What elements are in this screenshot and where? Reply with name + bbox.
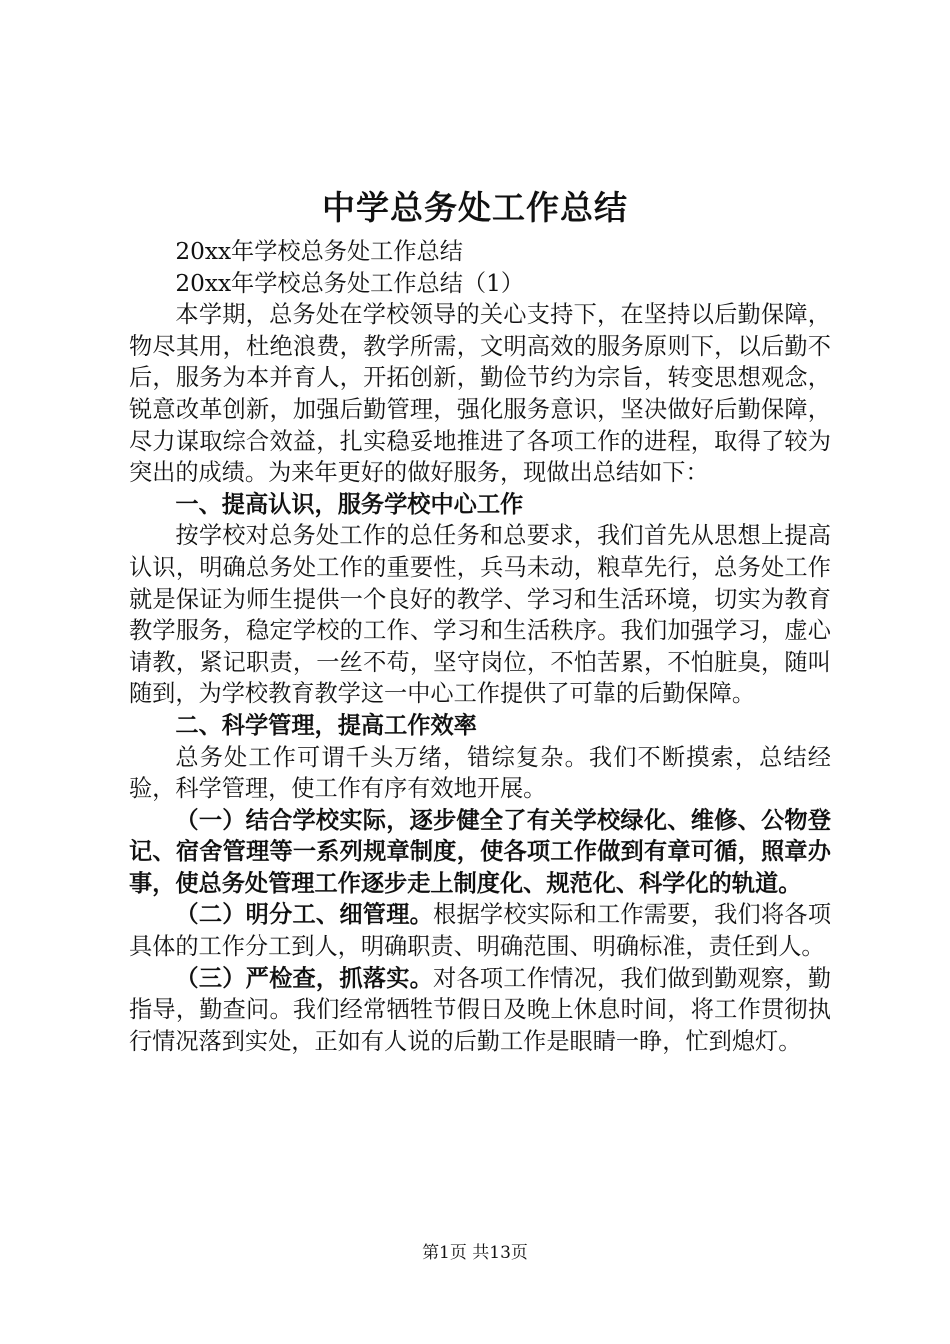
intro-paragraph: 本学期，总务处在学校领导的关心支持下，在坚持以后勤保障，物尽其用，杜绝浪费，教学所需，文明高效的服务原则下，以后勤不后，服务为本并育人，开拓创新，勤俭节约为宗旨，转变思想观念，锐意改革创新，加强后勤管理，强化服务意识，坚决做好后勤保障，尽力谋取综合效益，扎实稳妥地推进了各项工作的进程，取得了较为突出的成绩。为来年更好的做好服务，现做出总结如下： — [129, 301, 831, 487]
document-body — [129, 236, 831, 1057]
subtitle-line: 20xx年学校总务处工作总结（1） — [175, 269, 525, 297]
list-item-paragraph: （一）结合学校实际，逐步健全了有关学校绿化、维修、公物登记、宿舍管理等一系列规章制度，使各项工作做到有章可循，照章办事，使总务处管理工作逐步走上制度化、规范化、科学化的轨道。 — [129, 806, 831, 897]
document-title: 中学总务处工作总结 — [322, 188, 628, 227]
section-heading: 一、提高认识，服务学校中心工作 — [175, 490, 524, 518]
list-item-lead: （三）严检查，抓落实。 — [175, 964, 434, 992]
list-item-text: 根据学校实际和工作需要，我们将各项具体的工作分工到人，明确职责、明确范围、明确标准，责任到人。 — [129, 901, 832, 961]
subtitle-line: 20xx年学校总务处工作总结 — [175, 238, 463, 265]
section-paragraph: 按学校对总务处工作的总任务和总要求，我们首先从思想上提高认识，明确总务处工作的重要性，兵马未动，粮草先行，总务处工作就是保证为师生提供一个良好的教学、学习和生活环境，切实为教育教学服务，稳定学校的工作、学习和生活秩序。我们加强学习，虚心请教，紧记职责，一丝不苟，坚守岗位，不怕苦累，不怕脏臭，随叫随到，为学校教育教学这一中心工作提供了可靠的后勤保障。 — [129, 522, 831, 708]
list-item-paragraph — [129, 899, 831, 962]
list-item-text: 对各项工作情况，我们做到勤观察，勤指导，勤查问。我们经常牺牲节假日及晚上休息时间，将工作贯彻执行情况落到实处，正如有人说的后勤工作是眼睛一睁，忙到熄灯。 — [129, 964, 832, 1055]
section-paragraph: 总务处工作可谓千头万绪，错综复杂。我们不断摸索，总结经验，科学管理，使工作有序有效地开展。 — [129, 743, 831, 803]
section-heading: 二、科学管理，提高工作效率 — [175, 711, 477, 739]
page-footer: 第1页 共13页 — [422, 1243, 528, 1263]
list-item-lead: （二）明分工、细管理。 — [175, 901, 434, 929]
list-item-paragraph — [129, 963, 831, 1058]
